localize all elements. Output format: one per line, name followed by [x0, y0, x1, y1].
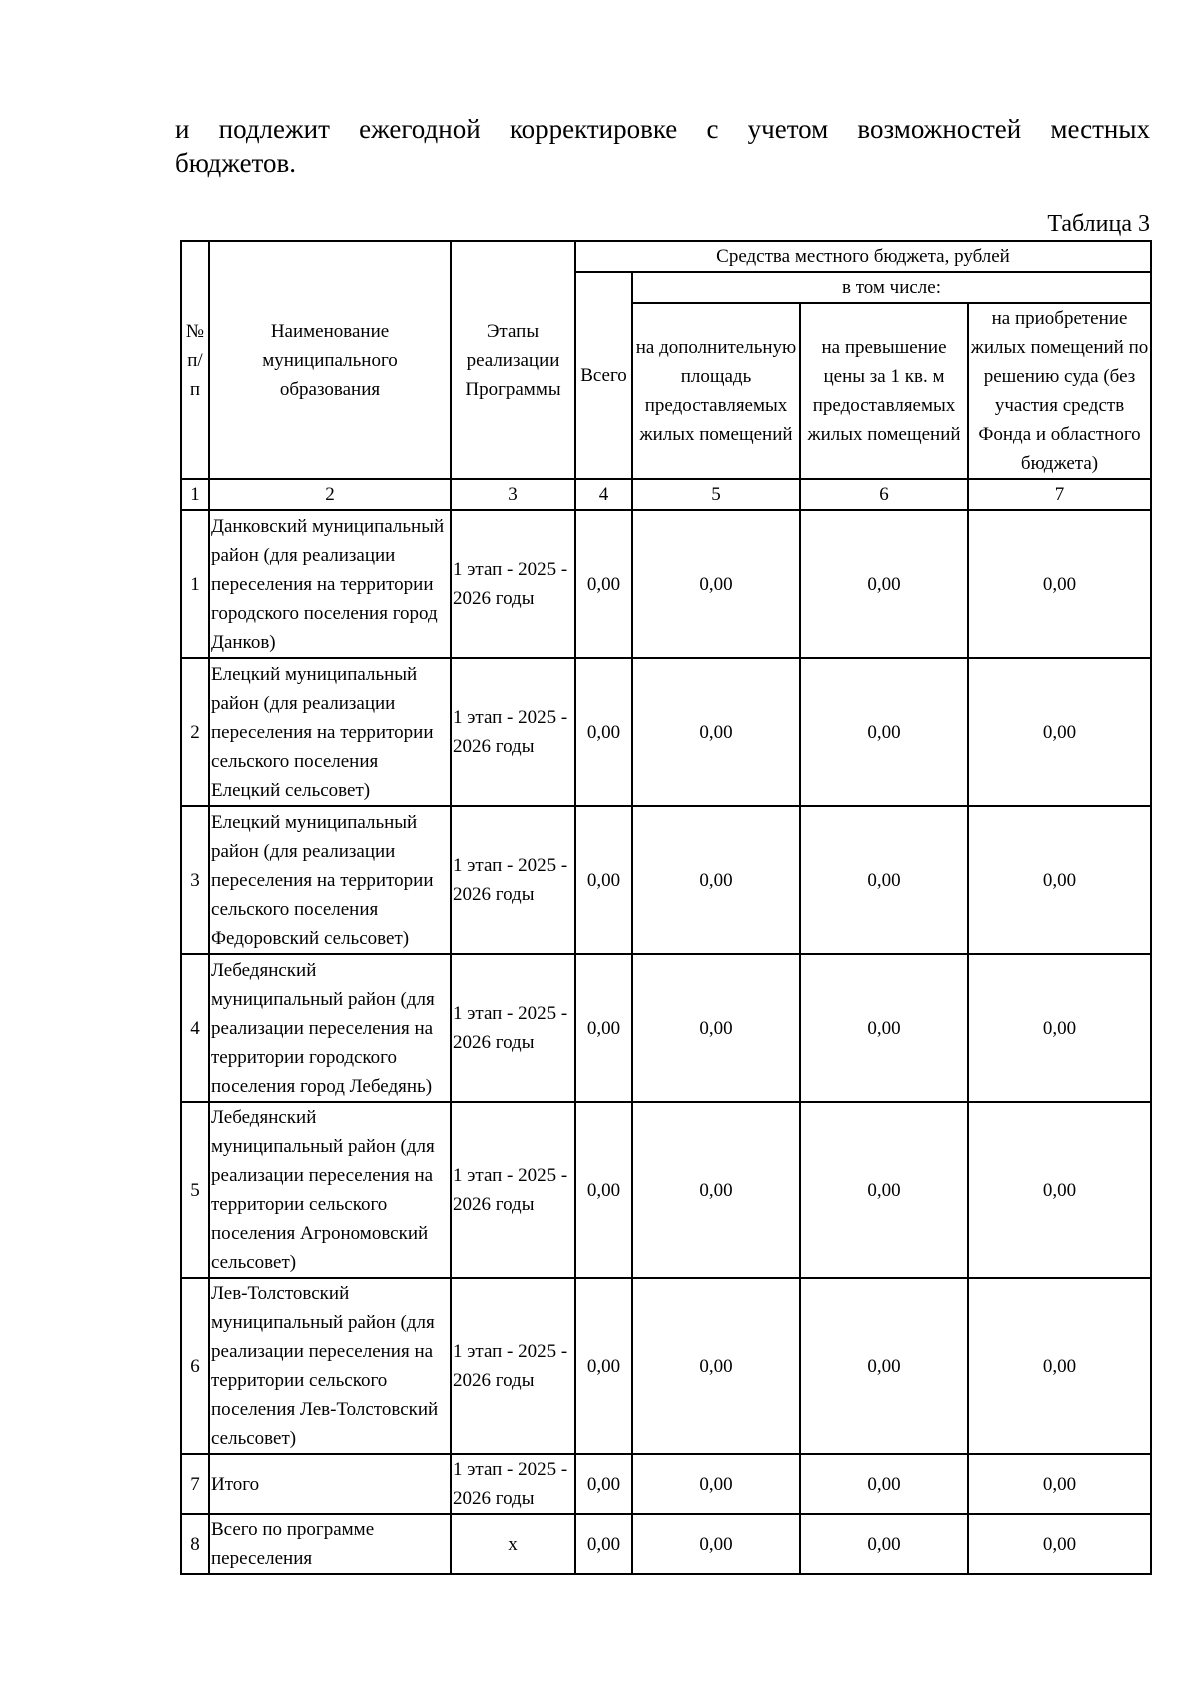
row-num: 7 — [181, 1454, 209, 1514]
row-num: 4 — [181, 954, 209, 1102]
column-number: 7 — [968, 479, 1151, 510]
table-row-grand-total — [181, 1514, 1151, 1574]
intro-paragraph — [175, 112, 1150, 180]
row-col6: 0,00 — [800, 510, 968, 658]
row-col7: 0,00 — [968, 954, 1151, 1102]
row-col7: 0,00 — [968, 1102, 1151, 1278]
row-total: 0,00 — [575, 658, 632, 806]
column-number: 5 — [632, 479, 800, 510]
row-col6: 0,00 — [800, 658, 968, 806]
column-number: 3 — [451, 479, 575, 510]
row-name: Лебедянский муниципальный район (для реализации переселения на территории городского поселения город Лебедянь) — [209, 954, 451, 1102]
header-name: Наименование муниципального образования — [209, 241, 451, 479]
row-col7: 0,00 — [968, 510, 1151, 658]
header-num: № п/п — [181, 241, 209, 479]
row-col5: 0,00 — [632, 658, 800, 806]
row-col7: 0,00 — [968, 1514, 1151, 1574]
table-row — [181, 1278, 1151, 1454]
intro-line-1: и подлежит ежегодной корректировке с учетом возможностей местных — [175, 114, 1150, 144]
table-row — [181, 510, 1151, 658]
table-row-total — [181, 1454, 1151, 1514]
row-stage: 1 этап - 2025 - 2026 годы — [451, 510, 575, 658]
row-num: 8 — [181, 1514, 209, 1574]
row-num: 3 — [181, 806, 209, 954]
row-name: Елецкий муниципальный район (для реализации переселения на территории сельского поселения Федоровский сельсовет) — [209, 806, 451, 954]
row-col5: 0,00 — [632, 1102, 800, 1278]
intro-line-2: бюджетов. — [175, 148, 296, 178]
row-stage: 1 этап - 2025 - 2026 годы — [451, 1278, 575, 1454]
row-total: 0,00 — [575, 1514, 632, 1574]
row-stage: 1 этап - 2025 - 2026 годы — [451, 954, 575, 1102]
column-number: 1 — [181, 479, 209, 510]
row-total: 0,00 — [575, 1278, 632, 1454]
column-number: 4 — [575, 479, 632, 510]
row-total: 0,00 — [575, 1454, 632, 1514]
table-row — [181, 658, 1151, 806]
row-col6: 0,00 — [800, 806, 968, 954]
row-col6: 0,00 — [800, 1454, 968, 1514]
row-num: 2 — [181, 658, 209, 806]
row-col5: 0,00 — [632, 1278, 800, 1454]
row-col6: 0,00 — [800, 954, 968, 1102]
column-numbers-row — [181, 479, 1151, 510]
row-col7: 0,00 — [968, 1454, 1151, 1514]
header-funds: Средства местного бюджета, рублей — [575, 241, 1151, 272]
row-name: Лев-Толстовский муниципальный район (для реализации переселения на территории сельского поселения Лев-Толстовский сельсовет) — [209, 1278, 451, 1454]
row-col5: 0,00 — [632, 954, 800, 1102]
row-col5: 0,00 — [632, 806, 800, 954]
row-total: 0,00 — [575, 954, 632, 1102]
row-col7: 0,00 — [968, 1278, 1151, 1454]
row-name: Итого — [209, 1454, 451, 1514]
budget-table — [180, 240, 1152, 1575]
row-stage: 1 этап - 2025 - 2026 годы — [451, 806, 575, 954]
table-row — [181, 954, 1151, 1102]
header-col6: на превышение цены за 1 кв. м предоставляемых жилых помещений — [800, 303, 968, 479]
row-stage: х — [451, 1514, 575, 1574]
row-stage: 1 этап - 2025 - 2026 годы — [451, 1102, 575, 1278]
row-col6: 0,00 — [800, 1102, 968, 1278]
row-name: Лебедянский муниципальный район (для реализации переселения на территории сельского поселения Агрономовский сельсовет) — [209, 1102, 451, 1278]
row-num: 1 — [181, 510, 209, 658]
table-caption: Таблица 3 — [1047, 211, 1150, 237]
row-total: 0,00 — [575, 806, 632, 954]
row-col6: 0,00 — [800, 1514, 968, 1574]
row-stage: 1 этап - 2025 - 2026 годы — [451, 1454, 575, 1514]
row-stage: 1 этап - 2025 - 2026 годы — [451, 658, 575, 806]
row-col7: 0,00 — [968, 806, 1151, 954]
row-col5: 0,00 — [632, 510, 800, 658]
row-num: 5 — [181, 1102, 209, 1278]
header-stages: Этапы реализации Программы — [451, 241, 575, 479]
row-col6: 0,00 — [800, 1278, 968, 1454]
table-row — [181, 1102, 1151, 1278]
header-col5: на дополнительную площадь предоставляемых жилых помещений — [632, 303, 800, 479]
table-row — [181, 806, 1151, 954]
row-num: 6 — [181, 1278, 209, 1454]
row-total: 0,00 — [575, 1102, 632, 1278]
row-name: Елецкий муниципальный район (для реализации переселения на территории сельского поселения Елецкий сельсовет) — [209, 658, 451, 806]
column-number: 2 — [209, 479, 451, 510]
header-including: в том числе: — [632, 272, 1151, 303]
column-number: 6 — [800, 479, 968, 510]
header-total: Всего — [575, 272, 632, 479]
row-total: 0,00 — [575, 510, 632, 658]
row-col5: 0,00 — [632, 1454, 800, 1514]
row-col5: 0,00 — [632, 1514, 800, 1574]
header-col7: на приобретение жилых помещений по решению суда (без участия средств Фонда и областного бюджета) — [968, 303, 1151, 479]
row-name: Всего по программе переселения — [209, 1514, 451, 1574]
row-name: Данковский муниципальный район (для реализации переселения на территории городского поселения город Данков) — [209, 510, 451, 658]
row-col7: 0,00 — [968, 658, 1151, 806]
